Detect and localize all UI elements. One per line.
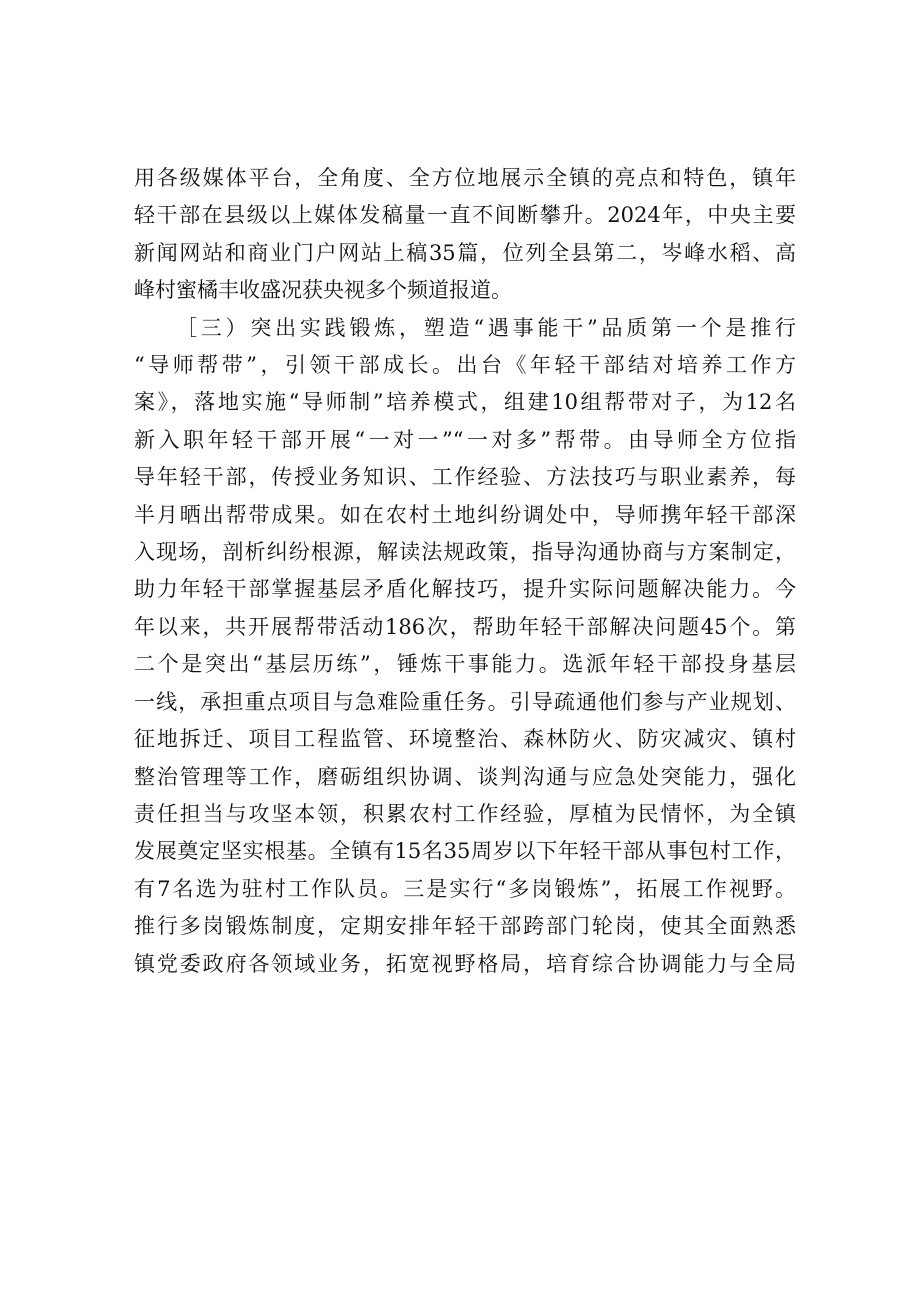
text-line: 一线，承担重点项目与急难险重任务。引导疏通他们参与产业规划、 — [134, 689, 796, 714]
text-line: 新入职年轻干部开展“一对一”“一对多”帮带。由导师全方位指 — [134, 427, 796, 452]
text-line: 征地拆迁、项目工程监管、环境整治、森林防火、防灾减灾、镇村 — [134, 727, 796, 752]
text-line: 责任担当与攻坚本领，积累农村工作经验，厚植为民情怀，为全镇 — [134, 801, 796, 826]
text-line: 整治管理等工作，磨砺组织协调、谈判沟通与应急处突能力，强化 — [134, 764, 796, 789]
text-line: 导年轻干部，传授业务知识、工作经验、方法技巧与职业素养，每 — [134, 465, 796, 490]
text-line: 镇党委政府各领域业务，拓宽视野格局，培育综合协调能力与全局 — [134, 951, 796, 976]
text-line: 二个是突出“基层历练”，锤炼干事能力。选派年轻干部投身基层 — [134, 652, 796, 677]
text-line: 新闻网站和商业门户网站上稿35篇，位列全县第二，岑峰水稻、高 — [134, 240, 796, 265]
paragraph-media-outreach — [134, 160, 796, 310]
text-line: 入现场，剖析纠纷根源，解读法规政策，指导沟通协商与方案制定， — [134, 540, 796, 565]
text-line: 年以来，共开展帮带活动186次，帮助年轻干部解决问题45个。第 — [134, 614, 796, 639]
text-line: 案》，落地实施“导师制”培养模式，组建10组帮带对子，为12名 — [134, 390, 796, 415]
text-line: 有7名选为驻村工作队员。三是实行“多岗锻炼”，拓展工作视野。 — [134, 876, 796, 901]
paragraph-practice-training — [134, 310, 796, 983]
text-line: 发展奠定坚实根基。全镇有15名35周岁以下年轻干部从事包村工作， — [134, 839, 796, 864]
text-line: 推行多岗锻炼制度，定期安排年轻干部跨部门轮岗，使其全面熟悉 — [134, 914, 796, 939]
body-text — [134, 160, 796, 983]
text-line: “导师帮带”，引领干部成长。出台《年轻干部结对培养工作方 — [134, 353, 796, 378]
text-line: ［三）突出实践锻炼，塑造“遇事能干”品质第一个是推行 — [176, 315, 796, 340]
text-line: 半月晒出帮带成果。如在农村土地纠纷调处中，导师携年轻干部深 — [134, 502, 796, 527]
text-line: 轻干部在县级以上媒体发稿量一直不间断攀升。2024年，中央主要 — [134, 203, 796, 228]
text-line: 助力年轻干部掌握基层矛盾化解技巧，提升实际问题解决能力。今 — [134, 577, 796, 602]
text-line: 峰村蜜橘丰收盛况获央视多个频道报道。 — [134, 278, 512, 303]
text-line: 用各级媒体平台，全角度、全方位地展示全镇的亮点和特色，镇年 — [134, 166, 796, 190]
